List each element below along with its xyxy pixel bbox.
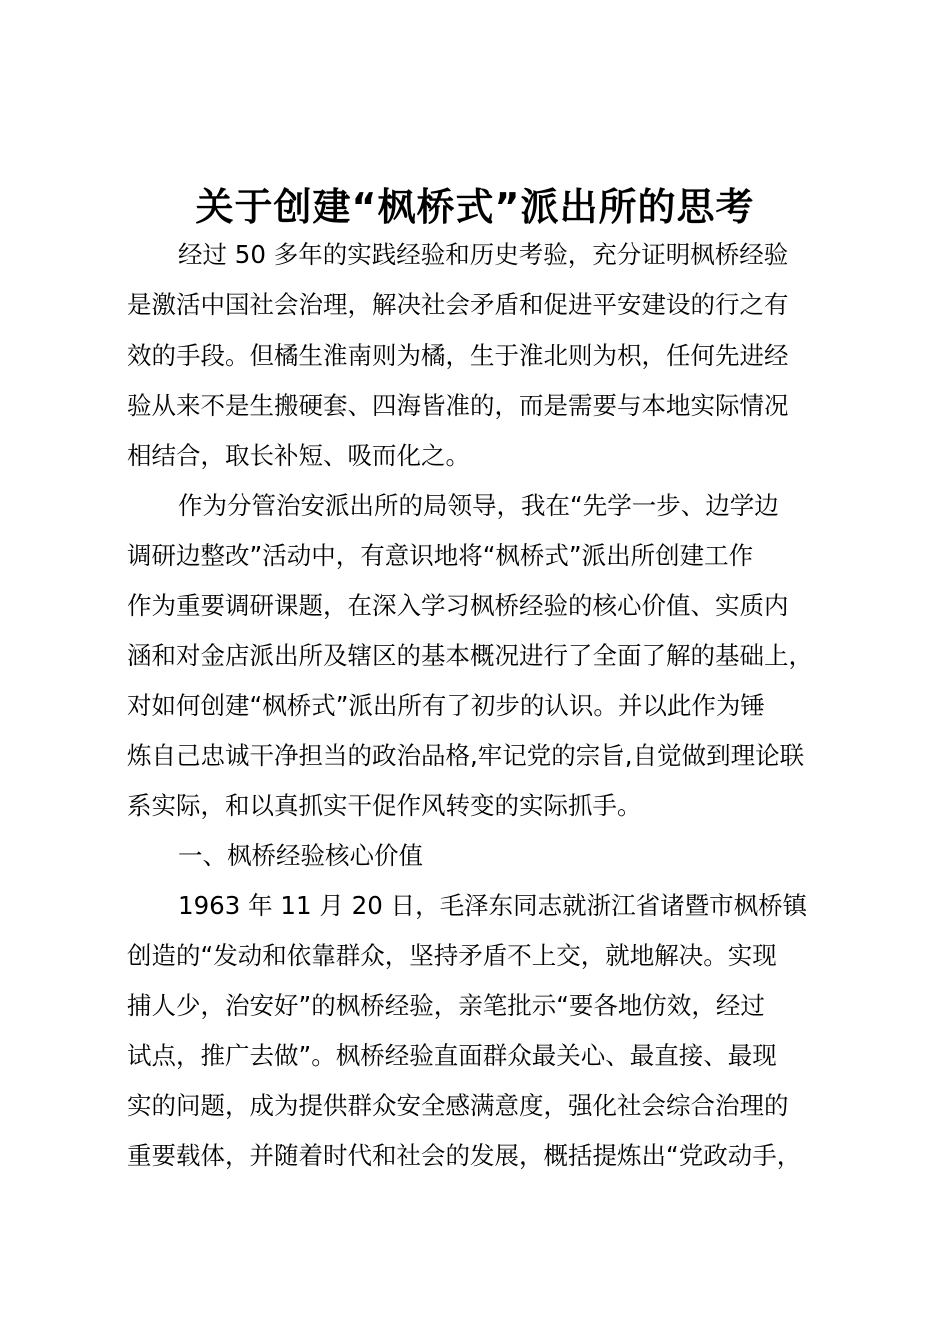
paragraph-3-line-2: 创造的“发动和依靠群众，坚持矛盾不上交，就地解决。实现 xyxy=(127,941,777,970)
paragraph-2-line-5: 对如何创建“枫桥式”派出所有了初步的认识。并以此作为锤 xyxy=(127,691,765,720)
paragraph-1-line-3: 效的手段。但橘生淮南则为橘，生于淮北则为枳，任何先进经 xyxy=(127,341,789,370)
paragraph-2-line-3: 作为重要调研课题，在深入学习枫桥经验的核心价值、实质内 xyxy=(127,591,789,620)
paragraph-2-line-7: 系实际，和以真抓实干促作风转变的实际抓手。 xyxy=(127,791,642,820)
paragraph-2-line-2: 调研边整改”活动中，有意识地将“枫桥式”派出所创建工作 xyxy=(127,541,754,570)
paragraph-3-line-3: 捕人少，治安好”的枫桥经验，亲笔批示“要各地仿效，经过 xyxy=(127,991,765,1020)
paragraph-3-line-6: 重要载体，并随着时代和社会的发展，概括提炼出“党政动手， xyxy=(127,1141,802,1170)
paragraph-1-line-5: 相结合，取长补短、吸而化之。 xyxy=(127,441,470,470)
section-heading-1: 一、枫桥经验核心价值 xyxy=(178,841,423,870)
paragraph-2-line-4: 涵和对金店派出所及辖区的基本概况进行了全面了解的基础上， xyxy=(127,641,813,670)
paragraph-1-line-1: 经过 50 多年的实践经验和历史考验，充分证明枫桥经验 xyxy=(178,240,789,269)
paragraph-3-line-5: 实的问题，成为提供群众安全感满意度，强化社会综合治理的 xyxy=(127,1091,789,1120)
paragraph-3-line-4: 试点，推广去做”。枫桥经验直面群众最关心、最直接、最现 xyxy=(127,1041,777,1070)
document-title: 关于创建“枫桥式”派出所的思考 xyxy=(195,185,755,229)
paragraph-1-line-2: 是激活中国社会治理，解决社会矛盾和促进平安建设的行之有 xyxy=(127,290,789,319)
paragraph-1-line-4: 验从来不是生搬硬套、四海皆准的，而是需要与本地实际情况 xyxy=(127,391,789,420)
paragraph-2-line-6: 炼自己忠诚干净担当的政治品格,牢记党的宗旨,自觉做到理论联 xyxy=(127,741,805,770)
paragraph-2-line-1: 作为分管治安派出所的局领导，我在“先学一步、边学边 xyxy=(178,491,779,520)
paragraph-3-line-1: 1963 年 11 月 20 日，毛泽东同志就浙江省诸暨市枫桥镇 xyxy=(178,891,808,920)
